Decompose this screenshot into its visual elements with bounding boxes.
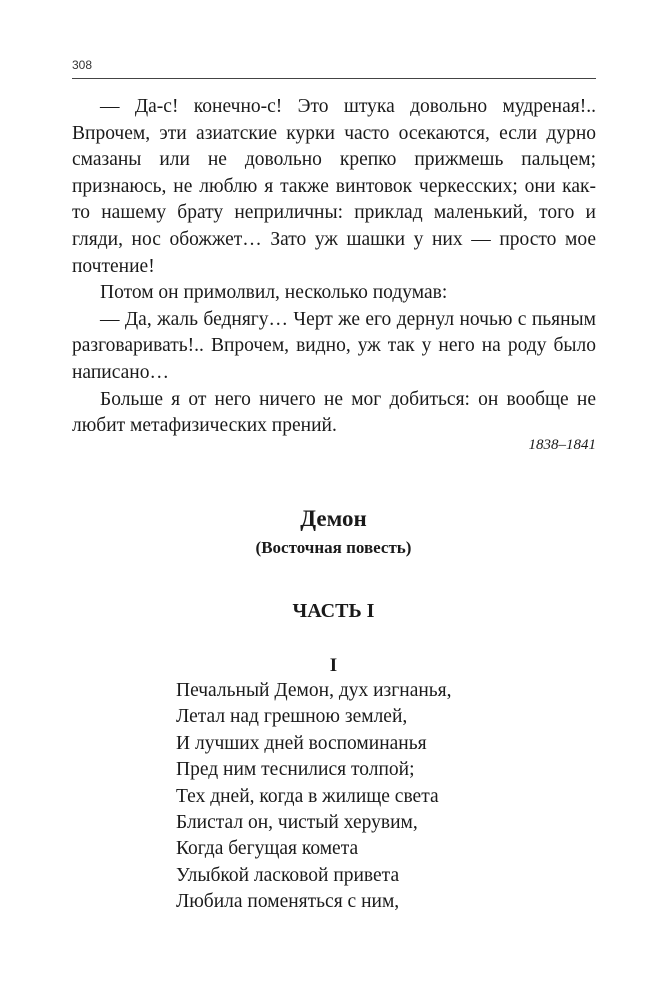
verse-stanza	[176, 678, 452, 916]
prose-paragraph: Потом он примолвил, несколько подумав:	[100, 282, 448, 304]
verse-line: Улыбкой ласковой привета	[176, 864, 400, 886]
verse-line: Летал над грешною землей,	[176, 706, 408, 728]
composition-date: 1838–1841	[528, 437, 596, 453]
stanza-number: I	[329, 655, 338, 676]
part-heading: ЧАСТЬ I	[292, 600, 375, 622]
verse-line: Тех дней, когда в жилище света	[176, 785, 439, 807]
verse-line: Блистал он, чистый херувим,	[176, 812, 418, 834]
header-rule	[72, 78, 596, 79]
verse-line: Когда бегущая комета	[176, 838, 359, 860]
prose-paragraph: — Да-с! конечно-с! Это штука довольно мудреная!.. Впрочем, эти азиатские курки часто осекаются, если дурно смазаны или не довольно крепко прижмешь пальцем; признаюсь, не люблю я также винтовок черкесских; они как-то нашему брату неприличны: приклад маленький, того и гляди, нос обожжет… Зато уж шашки у них — просто мое почтение!	[72, 96, 596, 277]
prose-paragraph: Больше я от него ничего не мог добиться: он вообще не любит метафизических прений.	[72, 388, 596, 437]
prose-text	[72, 94, 596, 440]
prose-paragraph: — Да, жаль беднягу… Черт же его дернул ночью с пьяным разговаривать!.. Впрочем, видно, уж так у него на роду было написано…	[72, 308, 596, 383]
page-number: 308	[72, 58, 93, 72]
poem-subtitle: (Восточная повесть)	[255, 538, 412, 557]
verse-line: Любила поменяться с ним,	[176, 891, 400, 913]
verse-line: И лучших дней воспоминанья	[176, 732, 427, 754]
verse-line: Пред ним теснилися толпой;	[176, 759, 415, 781]
poem-title: Демон	[300, 506, 367, 531]
verse-line: Печальный Демон, дух изгнанья,	[176, 680, 452, 701]
